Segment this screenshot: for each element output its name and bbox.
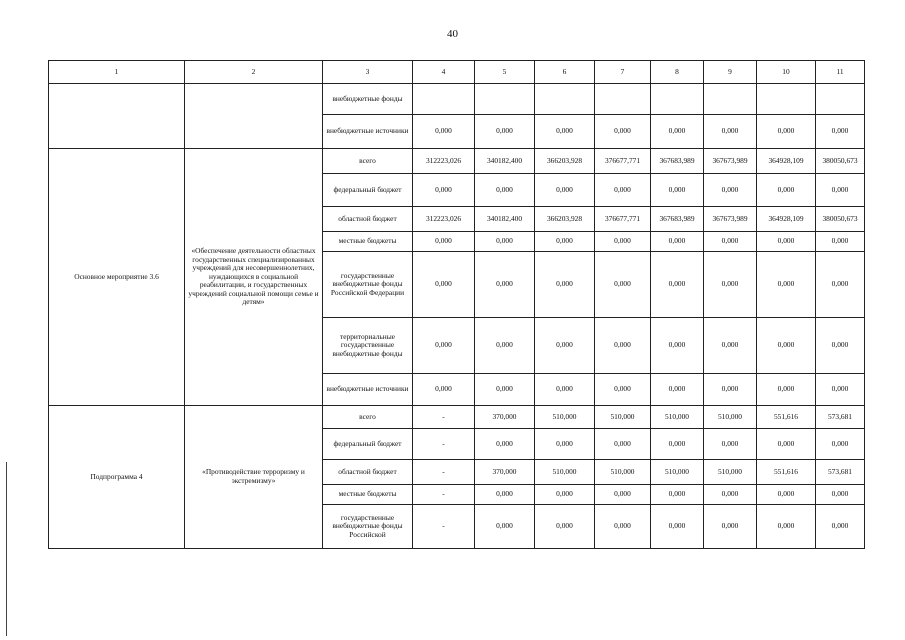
description-cell: «Противодействие терроризму и экстремизму» — [185, 406, 323, 549]
value-cell: 0,000 — [535, 429, 595, 460]
source-label: государственные внебюджетные фонды Российской Федерации — [323, 252, 413, 318]
value-cell: 0,000 — [704, 174, 757, 207]
value-cell: 0,000 — [816, 485, 865, 505]
value-cell: 0,000 — [595, 485, 651, 505]
value-cell: 0,000 — [816, 429, 865, 460]
value-cell: 0,000 — [651, 485, 704, 505]
value-cell: 0,000 — [651, 115, 704, 149]
value-cell: 0,000 — [651, 174, 704, 207]
value-cell: 0,000 — [757, 318, 816, 374]
value-cell: 0,000 — [704, 115, 757, 149]
value-cell: 0,000 — [475, 252, 535, 318]
value-cell: 0,000 — [651, 232, 704, 252]
value-cell: 367673,989 — [704, 207, 757, 232]
value-cell: 0,000 — [595, 429, 651, 460]
value-cell: 510,000 — [704, 406, 757, 429]
value-cell: 0,000 — [757, 252, 816, 318]
budget-table — [48, 60, 865, 549]
table-row — [49, 84, 865, 115]
value-cell — [816, 84, 865, 115]
header-cell: 11 — [816, 61, 865, 84]
value-cell — [595, 84, 651, 115]
value-cell: 573,681 — [816, 460, 865, 485]
value-cell: 0,000 — [704, 429, 757, 460]
header-cell: 4 — [413, 61, 475, 84]
value-cell: 0,000 — [757, 174, 816, 207]
value-cell: 0,000 — [413, 115, 475, 149]
value-cell: 0,000 — [816, 252, 865, 318]
value-cell: 573,681 — [816, 406, 865, 429]
value-cell: 0,000 — [535, 505, 595, 549]
value-cell: 0,000 — [704, 374, 757, 406]
value-cell: 510,000 — [535, 406, 595, 429]
value-cell: 340182,400 — [475, 207, 535, 232]
value-cell: 0,000 — [475, 115, 535, 149]
value-cell: 0,000 — [535, 485, 595, 505]
value-cell: 0,000 — [535, 232, 595, 252]
value-cell: 0,000 — [475, 505, 535, 549]
value-cell: 0,000 — [475, 174, 535, 207]
value-cell — [757, 84, 816, 115]
value-cell: 0,000 — [595, 174, 651, 207]
margin-line — [6, 462, 7, 636]
value-cell: 510,000 — [704, 460, 757, 485]
value-cell: 0,000 — [651, 252, 704, 318]
source-label: внебюджетные источники — [323, 115, 413, 149]
value-cell: 0,000 — [816, 232, 865, 252]
header-cell: 6 — [535, 61, 595, 84]
value-cell: 376677,771 — [595, 149, 651, 174]
program-cell: Подпрограмма 4 — [49, 406, 185, 549]
value-cell: 0,000 — [757, 485, 816, 505]
header-cell: 9 — [704, 61, 757, 84]
value-cell: 0,000 — [816, 318, 865, 374]
value-cell: 312223,026 — [413, 149, 475, 174]
header-cell: 8 — [651, 61, 704, 84]
value-cell: 0,000 — [413, 252, 475, 318]
value-cell: 0,000 — [816, 374, 865, 406]
value-cell: - — [413, 429, 475, 460]
source-label: государственные внебюджетные фонды Российской — [323, 505, 413, 549]
value-cell: 0,000 — [413, 374, 475, 406]
value-cell: 0,000 — [651, 374, 704, 406]
value-cell: 0,000 — [704, 485, 757, 505]
value-cell: 0,000 — [595, 252, 651, 318]
header-cell: 10 — [757, 61, 816, 84]
header-row — [49, 61, 865, 84]
header-cell: 7 — [595, 61, 651, 84]
value-cell — [475, 84, 535, 115]
source-label: федеральный бюджет — [323, 429, 413, 460]
value-cell: 0,000 — [704, 505, 757, 549]
header-cell: 5 — [475, 61, 535, 84]
value-cell: 370,000 — [475, 460, 535, 485]
table-row — [49, 149, 865, 174]
value-cell: 0,000 — [704, 232, 757, 252]
value-cell: 0,000 — [475, 232, 535, 252]
value-cell: 0,000 — [475, 485, 535, 505]
source-label: всего — [323, 406, 413, 429]
value-cell: 367683,989 — [651, 207, 704, 232]
value-cell: - — [413, 505, 475, 549]
value-cell: 0,000 — [757, 505, 816, 549]
value-cell: 364928,109 — [757, 207, 816, 232]
value-cell: 0,000 — [413, 318, 475, 374]
value-cell: 551,616 — [757, 406, 816, 429]
value-cell: 510,000 — [595, 460, 651, 485]
value-cell: 0,000 — [595, 505, 651, 549]
value-cell: 0,000 — [535, 374, 595, 406]
value-cell: 0,000 — [651, 505, 704, 549]
value-cell: 0,000 — [535, 252, 595, 318]
value-cell — [413, 84, 475, 115]
source-label: территориальные государственные внебюджетные фонды — [323, 318, 413, 374]
value-cell: 0,000 — [816, 115, 865, 149]
value-cell: 0,000 — [475, 429, 535, 460]
source-label: областной бюджет — [323, 460, 413, 485]
value-cell: 510,000 — [595, 406, 651, 429]
program-cell — [49, 84, 185, 149]
value-cell: 0,000 — [475, 374, 535, 406]
value-cell — [704, 84, 757, 115]
value-cell: 340182,400 — [475, 149, 535, 174]
value-cell: 0,000 — [595, 318, 651, 374]
value-cell: 0,000 — [595, 115, 651, 149]
value-cell: 0,000 — [651, 429, 704, 460]
value-cell: 0,000 — [413, 174, 475, 207]
value-cell: 0,000 — [704, 252, 757, 318]
description-cell — [185, 84, 323, 149]
value-cell — [535, 84, 595, 115]
value-cell: 367673,989 — [704, 149, 757, 174]
source-label: местные бюджеты — [323, 232, 413, 252]
value-cell: 0,000 — [757, 429, 816, 460]
page-number: 40 — [447, 28, 458, 40]
header-cell: 3 — [323, 61, 413, 84]
value-cell: 0,000 — [704, 318, 757, 374]
value-cell: 0,000 — [535, 174, 595, 207]
value-cell: 0,000 — [475, 318, 535, 374]
source-label: внебюджетные источники — [323, 374, 413, 406]
value-cell — [651, 84, 704, 115]
value-cell: 0,000 — [535, 115, 595, 149]
value-cell: 510,000 — [651, 406, 704, 429]
value-cell: 376677,771 — [595, 207, 651, 232]
value-cell: - — [413, 406, 475, 429]
source-label: всего — [323, 149, 413, 174]
value-cell: 370,000 — [475, 406, 535, 429]
value-cell: 367683,989 — [651, 149, 704, 174]
value-cell: 380050,673 — [816, 149, 865, 174]
value-cell: 0,000 — [413, 232, 475, 252]
value-cell: 0,000 — [816, 505, 865, 549]
source-label: местные бюджеты — [323, 485, 413, 505]
value-cell: 551,616 — [757, 460, 816, 485]
value-cell: 510,000 — [535, 460, 595, 485]
description-cell: «Обеспечение деятельности областных государственных специализированных учреждений для несовершеннолетних, нуждающихся в социальной реабилитации, и государственных учреждений социальной помощи семье и детям» — [185, 149, 323, 406]
header-cell: 1 — [49, 61, 185, 84]
value-cell: - — [413, 460, 475, 485]
value-cell: 380050,673 — [816, 207, 865, 232]
program-cell: Основное мероприятие 3.6 — [49, 149, 185, 406]
value-cell: 0,000 — [595, 374, 651, 406]
value-cell: 0,000 — [651, 318, 704, 374]
source-label: областной бюджет — [323, 207, 413, 232]
value-cell: 0,000 — [757, 232, 816, 252]
value-cell: 0,000 — [816, 174, 865, 207]
header-cell: 2 — [185, 61, 323, 84]
source-label: внебюджетные фонды — [323, 84, 413, 115]
table-row — [49, 406, 865, 429]
value-cell: 0,000 — [535, 318, 595, 374]
value-cell: 0,000 — [757, 374, 816, 406]
value-cell: 366203,928 — [535, 149, 595, 174]
value-cell: 510,000 — [651, 460, 704, 485]
value-cell: 0,000 — [595, 232, 651, 252]
value-cell: 366203,928 — [535, 207, 595, 232]
value-cell: 364928,109 — [757, 149, 816, 174]
value-cell: 0,000 — [757, 115, 816, 149]
value-cell: - — [413, 485, 475, 505]
value-cell: 312223,026 — [413, 207, 475, 232]
source-label: федеральный бюджет — [323, 174, 413, 207]
